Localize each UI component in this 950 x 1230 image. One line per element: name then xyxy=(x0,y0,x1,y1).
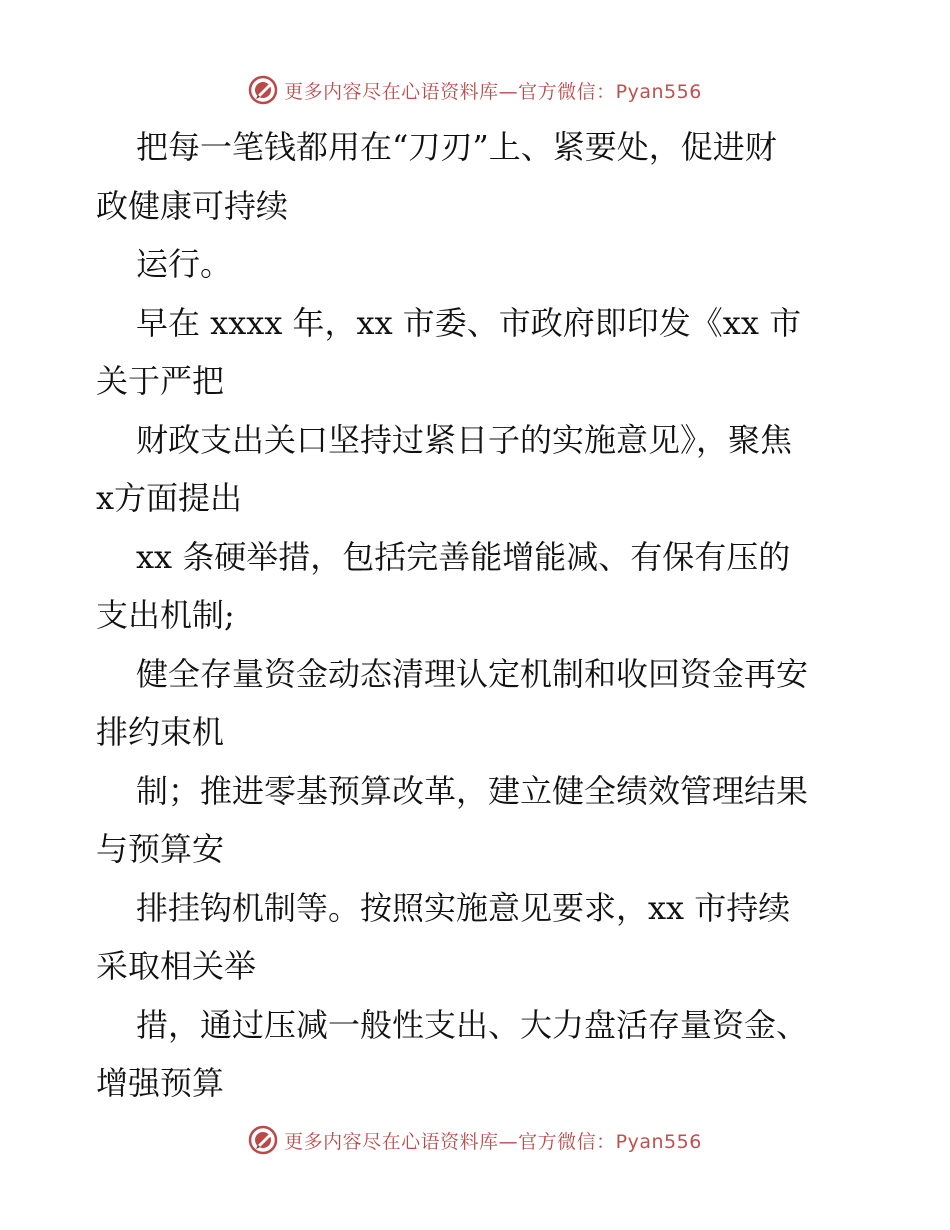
watermark-text xyxy=(284,1127,702,1154)
text-line: 排约束机 xyxy=(96,713,225,751)
watermark-text xyxy=(284,77,702,104)
text-line: 排挂钩机制等。按照实施意见要求，xx 市持续 xyxy=(136,888,791,927)
text-line: 措，通过压减一般性支出、大力盘活存量资金、 xyxy=(136,1005,809,1044)
text-line: 早在 xxxx 年，xx 市委、市政府即印发《xx 市 xyxy=(136,303,802,342)
watermark-prefix: 更多内容尽在心语资料库—官方微信： xyxy=(284,1130,616,1153)
text-line: 把每一笔钱都用在“刀刃”上、紧要处，促进财 xyxy=(136,128,777,166)
pen-logo-icon xyxy=(248,1125,278,1155)
footer-watermark xyxy=(0,1120,950,1160)
watermark-handle: Pyan556 xyxy=(615,1130,702,1153)
text-line: xx 条硬举措，包括完善能增能减、有保有压的 xyxy=(136,537,791,576)
text-line: 政健康可持续 xyxy=(96,186,289,225)
text-line: 采取相关举 xyxy=(96,947,257,985)
text-line: 制；推进零基预算改革，建立健全绩效管理结果 xyxy=(136,771,809,810)
text-line: x方面提出 xyxy=(96,479,243,517)
text-line: 健全存量资金动态清理认定机制和收回资金再安 xyxy=(136,654,809,693)
text-line: 增强预算 xyxy=(96,1064,225,1102)
watermark-prefix: 更多内容尽在心语资料库—官方微信： xyxy=(284,80,616,103)
text-line: 财政支出关口坚持过紧日子的实施意见》，聚焦 xyxy=(136,420,793,459)
pen-logo-icon xyxy=(248,75,278,105)
text-line: 关于严把 xyxy=(96,362,225,400)
watermark-handle: Pyan556 xyxy=(615,80,702,103)
text-line: 运行。 xyxy=(136,245,233,283)
text-line: 支出机制; xyxy=(96,596,235,634)
document-body xyxy=(96,118,856,1113)
text-line: 与预算安 xyxy=(96,830,225,868)
header-watermark xyxy=(0,70,950,110)
